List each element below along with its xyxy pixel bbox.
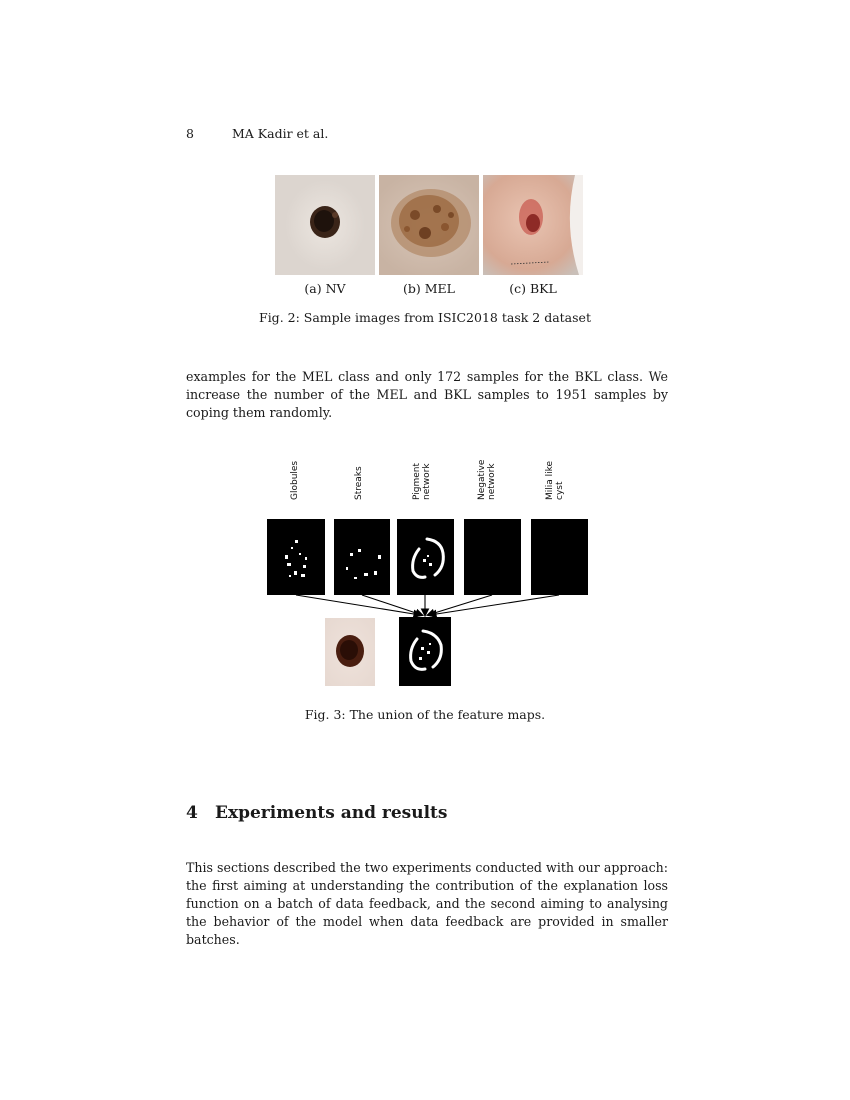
section-number: 4: [186, 803, 198, 823]
pigment-network-feature-map: [397, 519, 454, 595]
subcaption-bkl: (c) BKL: [509, 281, 557, 296]
section-heading: [186, 803, 447, 823]
milia-like-cyst-feature-map: [531, 519, 588, 595]
negative-network-feature-map: [464, 519, 521, 595]
label-streaks: Streaks: [354, 466, 364, 500]
union-feature-map: [399, 617, 451, 686]
section-title: Experiments and results: [215, 803, 448, 823]
streaks-feature-map: [334, 519, 390, 595]
figure-2-caption: Fig. 2: Sample images from ISIC2018 task 2 dataset: [259, 310, 591, 325]
label-negative-network: Negative network: [477, 459, 497, 500]
running-header-authors: MA Kadir et al.: [232, 126, 329, 141]
globules-feature-map: [267, 519, 325, 595]
mel-lesion-image: [379, 175, 479, 275]
subcaption-mel: (b) MEL: [403, 281, 455, 296]
figure-3-caption: Fig. 3: The union of the feature maps.: [304, 707, 546, 722]
bkl-lesion-image: [483, 175, 583, 275]
label-milia-like-cyst: Milia like cyst: [545, 460, 565, 500]
subcaption-nv: (a) NV: [304, 281, 346, 296]
nv-lesion-image: [275, 175, 375, 275]
page-number: 8: [186, 126, 194, 141]
input-lesion-image: [325, 618, 375, 686]
label-pigment-network: Pigment network: [412, 463, 432, 500]
section-paragraph: This sections described the two experiments conducted with our approach: the first aiming at understanding the contribution of the explanation loss function on a batch of data feedback, and the second aiming to analysing the behavior of the model when data feedback are provided in smaller batches.: [186, 860, 668, 947]
label-globules: Globules: [290, 460, 300, 500]
body-paragraph: examples for the MEL class and only 172 samples for the BKL class. We increase the number of the MEL and BKL samples to 1951 samples by coping them randomly.: [186, 369, 668, 420]
